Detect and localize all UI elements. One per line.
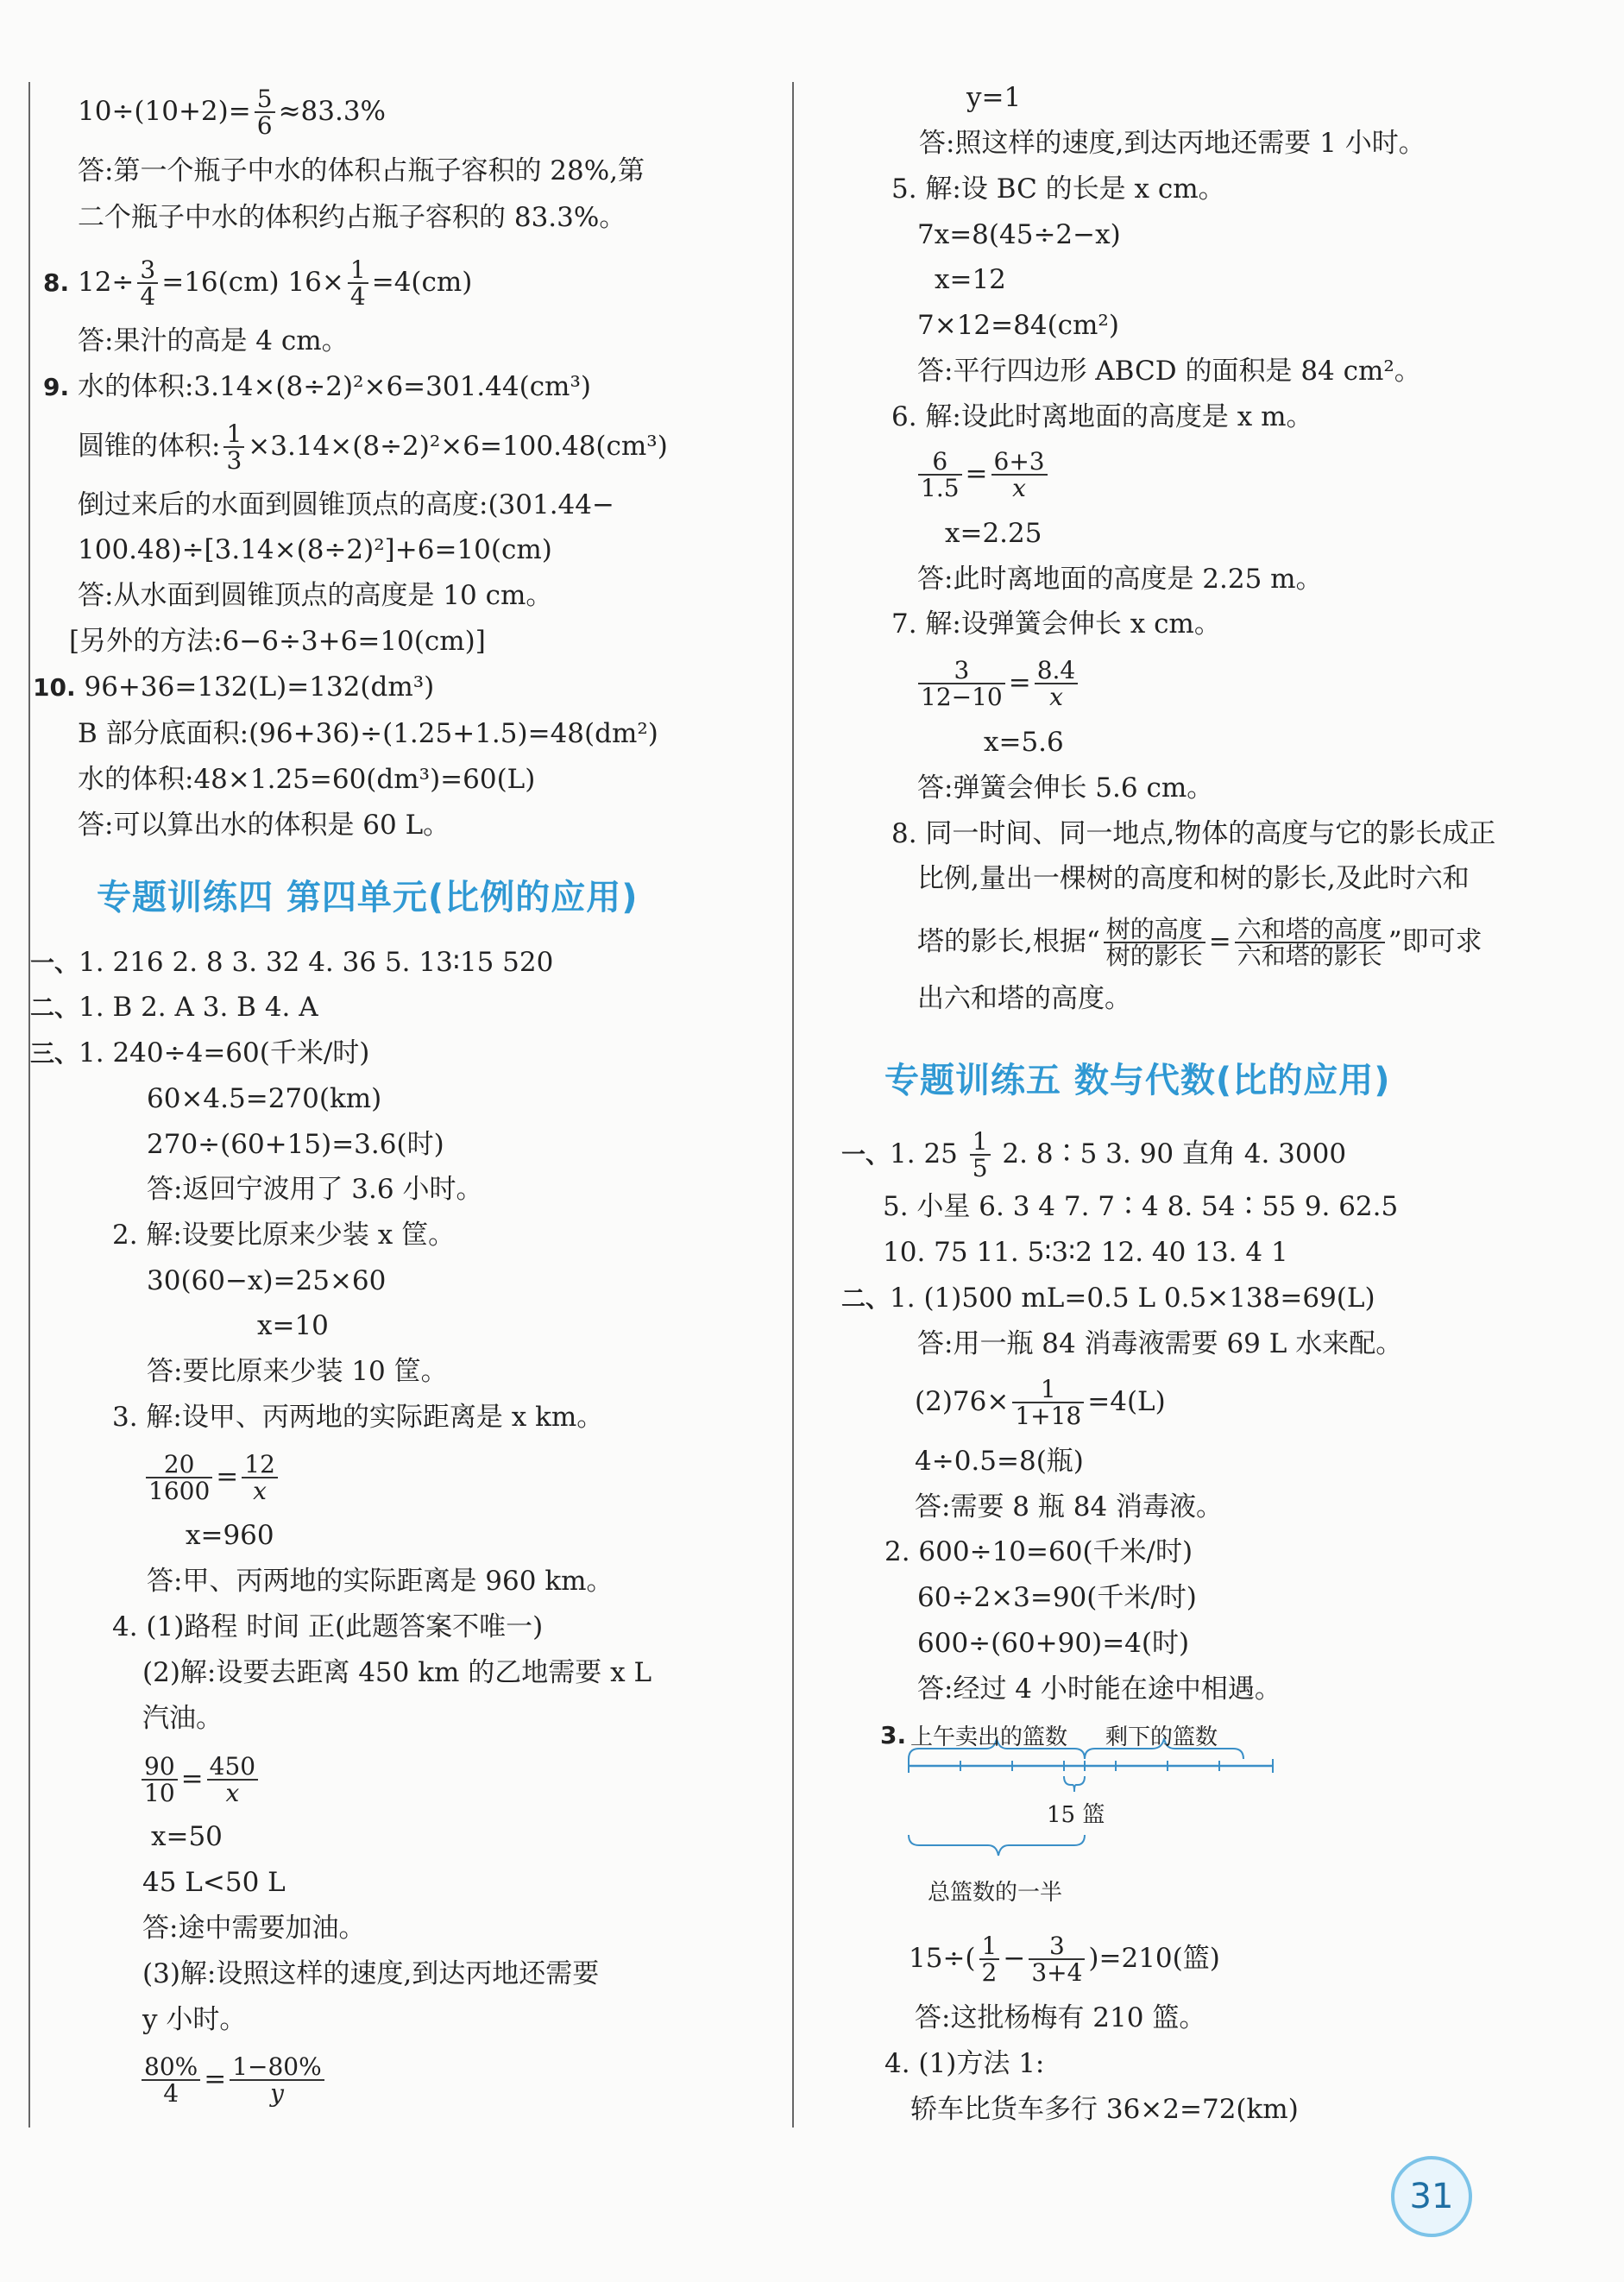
answer-line: 答:照这样的速度,到达丙地还需要 1 小时。 (919, 128, 1426, 159)
answer-line: 二个瓶子中水的体积约占瓶子容积的 83.3%。 (78, 202, 626, 233)
answer-line: 600÷(60+90)=4(时) (917, 1628, 1190, 1659)
answer-line: (3)解:设照这样的速度,到达丙地还需要 (142, 1958, 600, 1989)
answer-line: 2. 600÷10=60(千米/时) (884, 1536, 1193, 1567)
answer-line: 水的体积:48×1.25=60(dm³)=60(L) (78, 764, 536, 795)
answer-line: 30(60−x)=25×60 (147, 1265, 387, 1296)
part-one: 一、1. 216 2. 8 3. 32 4. 36 5. 13∶15 520 (30, 947, 554, 978)
part-one: 一、1. 25 $\frac{1}{5}$ 2. 8∶5 3. 90 直角 4. 3000 (841, 1127, 1347, 1183)
problem-9: 9. 水的体积:3.14×(8÷2)²×6=301.44(cm³) (43, 371, 591, 402)
answer-line: 出六和塔的高度。 (917, 983, 1131, 1014)
answer-line: 汽油。 (142, 1703, 223, 1734)
answer-line: 100.48)÷[3.14×(8÷2)²]+6=10(cm) (78, 534, 552, 565)
answer-line: 答:此时离地面的高度是 2.25 m。 (917, 564, 1323, 595)
answer-line: 4. (1)路程 时间 正(此题答案不唯一) (112, 1611, 544, 1642)
answer-line: y 小时。 (142, 2004, 247, 2035)
proportion: $\frac{6}{1.5}$ = $\frac{6+3}{x}$ (915, 449, 1051, 501)
answer-line: 圆锥的体积: $\frac{1}{3}$ ×3.14×(8÷2)²×6=100.48(cm³) (78, 419, 668, 476)
answer-line: 答:用一瓶 84 消毒液需要 69 L 水来配。 (917, 1328, 1403, 1359)
problem-10: 10. 96+36=132(L)=132(dm³) (33, 671, 435, 703)
answer-line: x=12 (935, 264, 1006, 295)
problem-8: 8. 12÷ $\frac{3}{4}$ =16(cm) 16× $\frac{1}{4}$ =4(cm) (43, 255, 473, 312)
answer-line: 答:从水面到圆锥顶点的高度是 10 cm。 (78, 580, 553, 611)
problem-7: 7. 解:设弹簧会伸长 x cm。 (891, 608, 1221, 640)
answer-line: 答:弹簧会伸长 5.6 cm。 (917, 772, 1214, 804)
diagram-label-remaining: 剩下的篮数 (1105, 1724, 1218, 1750)
answer-line: 3. 解:设甲、丙两地的实际距离是 x km。 (112, 1402, 604, 1433)
answer-line: 答:返回宁波用了 3.6 小时。 (147, 1174, 483, 1205)
page-number: 31 (1391, 2156, 1472, 2237)
answer-line: 5. 小星 6. 3 4 7. 7∶4 8. 54∶55 9. 62.5 (883, 1191, 1399, 1222)
proportion: $\frac{20}{1600}$ = $\frac{12}{x}$ (142, 1452, 281, 1504)
middle-brace (1064, 1776, 1085, 1792)
answer-line: 答:可以算出水的体积是 60 L。 (78, 810, 450, 841)
answer-line: 60×4.5=270(km) (147, 1083, 382, 1114)
answer-line: 答:平行四边形 ABCD 的面积是 84 cm²。 (917, 356, 1421, 387)
answer-line: 7×12=84(cm²) (917, 310, 1119, 341)
answer-line: 轿车比货车多行 36×2=72(km) (910, 2094, 1299, 2125)
answer-line: x=2.25 (945, 518, 1042, 549)
answer-line: 答:这批杨梅有 210 篮。 (915, 2002, 1206, 2033)
answer-line: 答:途中需要加油。 (142, 1913, 366, 1944)
answer-line: 答:经过 4 小时能在途中相遇。 (917, 1674, 1281, 1705)
answer-line: 270÷(60+15)=3.6(时) (147, 1129, 444, 1160)
answer-line: 答:甲、丙两地的实际距离是 960 km。 (147, 1566, 614, 1597)
fraction: $\frac{5}{6}$ (255, 86, 275, 139)
diagram-label-15: 15 篮 (1047, 1802, 1105, 1828)
section-heading-4: 专题训练四 第四单元(比例的应用) (97, 878, 639, 917)
left-margin-rule (28, 82, 30, 2128)
answer-line: 倒过来后的水面到圆锥顶点的高度:(301.44− (78, 489, 614, 520)
answer-line: 4. (1)方法 1: (884, 2048, 1045, 2079)
proportion: $\frac{90}{10}$ = $\frac{450}{x}$ (138, 1754, 261, 1806)
answer-line: [另外的方法:6−6÷3+6=10(cm)] (69, 626, 486, 657)
answer-line: 7x=8(45÷2−x) (917, 219, 1121, 250)
answer-line: y=1 (966, 82, 1022, 113)
answer-line: 塔的影长,根据“ $\frac{\text{树的高度}}{\text{树的影长}}$ = $\frac{\text{六和塔的高度}}{\text{六和塔的影长}}$ ”即可求 (917, 915, 1482, 971)
answer-line: 45 L<50 L (142, 1867, 286, 1898)
answer-line: x=960 (186, 1520, 274, 1551)
diagram-label-morning: 上午卖出的篮数 (910, 1724, 1068, 1750)
answer-line: 2. 解:设要比原来少装 x 筐。 (112, 1220, 456, 1251)
answer-line: 10. 75 11. 5∶3∶2 12. 40 13. 4 1 (883, 1237, 1288, 1268)
problem-3-label: 3. (880, 1721, 907, 1749)
bottom-brace (909, 1835, 1085, 1856)
answer-line: B 部分底面积:(96+36)÷(1.25+1.5)=48(dm²) (78, 718, 658, 749)
answer-line: 4÷0.5=8(瓶) (915, 1446, 1084, 1477)
proportion: $\frac{80\%}{4}$ = $\frac{1-80\%}{y}$ (138, 2054, 328, 2107)
section-heading-5: 专题训练五 数与代数(比的应用) (884, 1061, 1391, 1100)
answer-line: 答:果汁的高是 4 cm。 (78, 325, 349, 356)
part-three: 三、1. 240÷4=60(千米/时) (30, 1037, 370, 1069)
answer-line: (2)76× $\frac{1}{1+18}$ =4(L) (915, 1375, 1166, 1431)
answer-line: x=10 (257, 1310, 329, 1341)
problem-6: 6. 解:设此时离地面的高度是 x m。 (891, 401, 1313, 432)
answer-line: 比例,量出一棵树的高度和树的影长,及此时六和 (917, 863, 1470, 894)
answer-line: x=50 (151, 1821, 223, 1852)
answer-line: x=5.6 (984, 727, 1064, 758)
answer-line: (2)解:设要去距离 450 km 的乙地需要 x L (142, 1657, 652, 1688)
proportion: $\frac{3}{12-10}$ = $\frac{8.4}{x}$ (915, 658, 1081, 710)
answer-line: 60÷2×3=90(千米/时) (917, 1582, 1197, 1613)
answer-line: 10÷(10+2)= $\frac{5}{6}$ ≈83.3% (78, 85, 387, 141)
problem-8: 8. 同一时间、同一地点,物体的高度与它的影长成正 (891, 818, 1496, 849)
answer-line: 15÷( $\frac{1}{2}$ − $\frac{3}{3+4}$ )=210(篮) (909, 1932, 1220, 1988)
answer-line: 答:需要 8 瓶 84 消毒液。 (915, 1491, 1224, 1522)
part-two: 二、1. (1)500 mL=0.5 L 0.5×138=69(L) (841, 1283, 1375, 1314)
answer-line: 答:要比原来少装 10 筐。 (147, 1356, 448, 1387)
part-two: 二、1. B 2. A 3. B 4. A (30, 992, 318, 1023)
answer-line: 答:第一个瓶子中水的体积占瓶子容积的 28%,第 (78, 155, 645, 186)
column-divider (792, 82, 794, 2128)
diagram-label-half: 总篮数的一半 (928, 1880, 1063, 1906)
problem-5: 5. 解:设 BC 的长是 x cm。 (891, 173, 1225, 205)
